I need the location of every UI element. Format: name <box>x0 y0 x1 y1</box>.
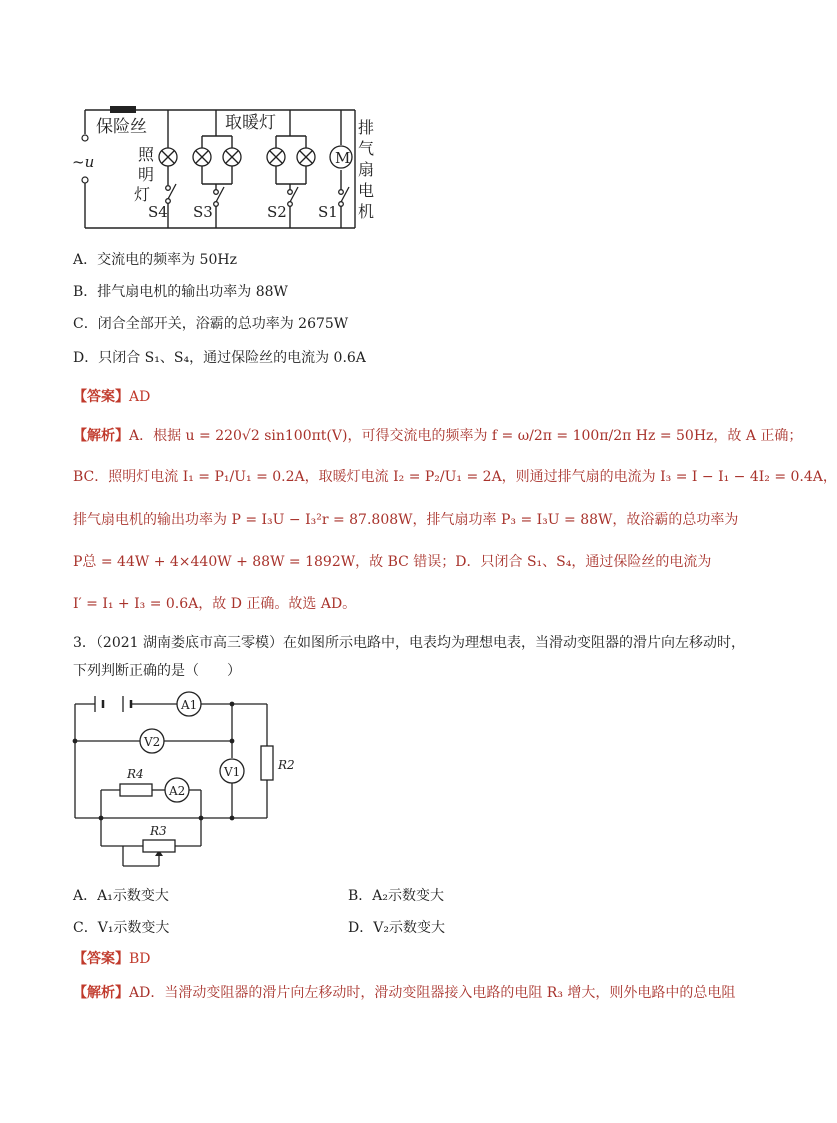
q3-option-d: D．V₂示数变大 <box>348 920 445 936</box>
svg-text:灯: 灯 <box>134 185 151 204</box>
source-label: ~u <box>72 153 95 171</box>
q2-analysis-line-3: 排气扇电机的输出功率为 P = I₃U − I₃²r = 87.808W，排气扇功率 P₃ = I₃U = 88W，故浴霸的总功率为 <box>73 512 739 528</box>
svg-text:电: 电 <box>358 181 375 200</box>
svg-text:扇: 扇 <box>358 160 375 179</box>
answer-value: BD <box>129 951 151 967</box>
heater-lamp-icon <box>193 148 211 166</box>
answer-tag: 【答案】 <box>73 951 129 967</box>
source-terminal-top <box>82 135 88 141</box>
svg-text:R3: R3 <box>150 824 167 838</box>
heater-label: 取暖灯 <box>225 113 276 133</box>
svg-text:V2: V2 <box>144 735 161 749</box>
r2-resistor <box>261 746 273 780</box>
heater-lamp-icon <box>297 148 315 166</box>
answer-tag: 【答案】 <box>73 389 129 405</box>
svg-text:机: 机 <box>358 202 375 221</box>
switch-s4 <box>166 184 176 203</box>
switch-s4-label: S4 <box>148 203 168 221</box>
svg-text:A1: A1 <box>181 698 198 712</box>
switch-s3-label: S3 <box>193 203 213 221</box>
analysis-tag: 【解析】 <box>73 985 129 1001</box>
bath-heater-circuit-diagram <box>60 100 390 235</box>
heater-lamp-icon <box>223 148 241 166</box>
svg-text:明: 明 <box>138 165 155 184</box>
lighting-lamp-icon <box>159 148 177 166</box>
q3-analysis-line-1: 【解析】AD．当滑动变阻器的滑片向左移动时，滑动变阻器接入电路的电阻 R₃ 增大，则外电路中的总电阻 <box>73 985 736 1001</box>
q2-option-a: A．交流电的频率为 50Hz <box>73 252 237 268</box>
switch-s2 <box>288 187 298 206</box>
answer-value: AD <box>129 389 151 405</box>
q3-option-c: C．V₁示数变大 <box>73 920 170 936</box>
q3-stem-line-1: 3．（2021 湖南娄底市高三零模）在如图所示电路中，电表均为理想电表，当滑动变阻器的滑片向左移动时， <box>73 635 745 651</box>
svg-text:照: 照 <box>138 145 155 164</box>
svg-text:V1: V1 <box>224 765 241 779</box>
fuse-symbol <box>110 106 136 113</box>
svg-text:M: M <box>335 149 351 167</box>
q3-option-b: B．A₂示数变大 <box>348 888 445 904</box>
analysis-tag: 【解析】 <box>73 428 129 444</box>
svg-text:R2: R2 <box>278 758 295 772</box>
q2-analysis-line-4: P总 = 44W + 4×440W + 88W = 1892W，故 BC 错误；D．只闭合 S₁、S₄，通过保险丝的电流为 <box>73 554 712 570</box>
svg-text:排: 排 <box>358 118 375 137</box>
svg-text:A2: A2 <box>169 784 186 798</box>
switch-s1 <box>339 187 349 206</box>
q2-option-c: C．闭合全部开关，浴霸的总功率为 2675W <box>73 316 349 332</box>
r3-resistor <box>143 840 175 852</box>
q2-option-b: B．排气扇电机的输出功率为 88W <box>73 284 288 300</box>
switch-s3 <box>214 187 224 206</box>
source-terminal-bottom <box>82 177 88 183</box>
svg-text:气: 气 <box>358 139 375 158</box>
q2-analysis-line-2: BC．照明灯电流 I₁ = P₁/U₁ = 0.2A，取暖灯电流 I₂ = P₂/U₁ = 2A，则通过排气扇的电流为 I₃ = I − I₁ − 4I₂ = 0.4A， <box>73 469 837 485</box>
q2-option-d: D．只闭合 S₁、S₄，通过保险丝的电流为 0.6A <box>73 350 366 366</box>
q2-analysis-line-1: 【解析】A．根据 u = 220√2 sin100πt(V)，可得交流电的频率为 f = ω/2π = 100π/2π Hz = 50Hz，故 A 正确； <box>73 428 803 444</box>
svg-text:R4: R4 <box>127 767 144 781</box>
q3-stem-line-2: 下列判断正确的是（ ） <box>73 663 241 679</box>
q2-analysis-line-5: I′ = I₁ + I₃ = 0.6A，故 D 正确。故选 AD。 <box>73 596 357 612</box>
q3-answer <box>73 949 151 969</box>
switch-s2-label: S2 <box>267 203 287 221</box>
meter-circuit-diagram <box>65 688 295 858</box>
q2-answer <box>73 387 150 407</box>
heater-lamp-icon <box>267 148 285 166</box>
switch-s1-label: S1 <box>318 203 338 221</box>
fuse-label: 保险丝 <box>96 117 147 137</box>
q3-option-a: A．A₁示数变大 <box>73 888 169 904</box>
r4-resistor <box>120 784 152 796</box>
